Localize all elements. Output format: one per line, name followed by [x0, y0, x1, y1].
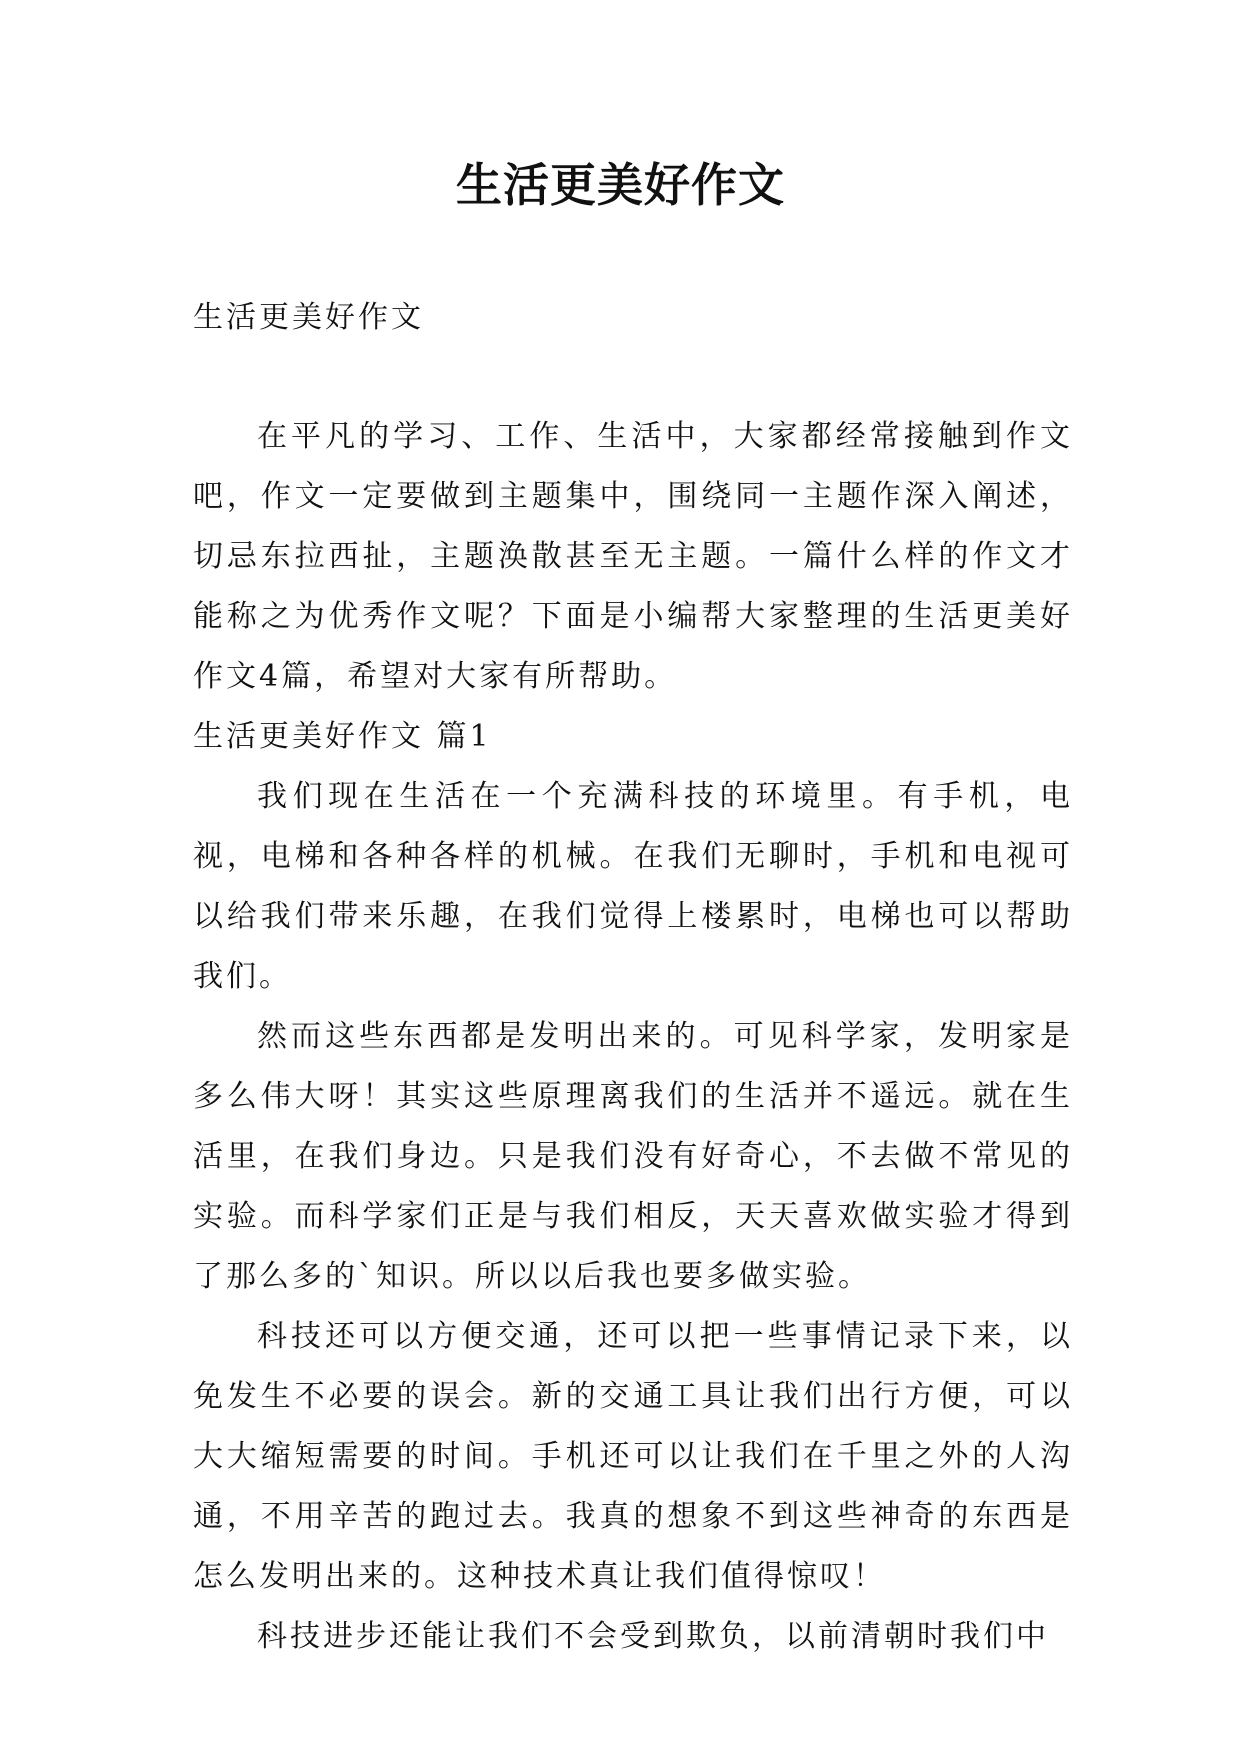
body-paragraph: 我们现在生活在一个充满科技的环境里。有手机，电视，电梯和各种各样的机械。在我们无聊时，手机和电视可以给我们带来乐趣，在我们觉得上楼累时，电梯也可以帮助我们。: [193, 779, 1073, 994]
body-paragraph: 科技进步还能让我们不会受到欺负，以前清朝时我们中: [257, 1619, 1049, 1654]
document-body: [193, 288, 1073, 1667]
document-title: 生活更美好作文: [456, 158, 785, 212]
document-subtitle: 生活更美好作文: [193, 300, 424, 335]
body-paragraph: 然而这些东西都是发明出来的。可见科学家，发明家是多么伟大呀！其实这些原理离我们的生活并不遥远。就在生活里，在我们身边。只是我们没有好奇心，不去做不常见的实验。而科学家们正是与我们相反，天天喜欢做实验才得到了那么多的`知识。所以以后我也要多做实验。: [193, 1019, 1073, 1294]
intro-paragraph: 在平凡的学习、工作、生活中，大家都经常接触到作文吧，作文一定要做到主题集中，围绕同一主题作深入阐述，切忌东拉西扯，主题涣散甚至无主题。一篇什么样的作文才能称之为优秀作文呢？下面是小编帮大家整理的生活更美好作文4篇，希望对大家有所帮助。: [193, 419, 1073, 694]
section-heading: 生活更美好作文 篇1: [193, 719, 492, 754]
body-paragraph: 科技还可以方便交通，还可以把一些事情记录下来，以免发生不必要的误会。新的交通工具让我们出行方便，可以大大缩短需要的时间。手机还可以让我们在千里之外的人沟通，不用辛苦的跑过去。我真的想象不到这些神奇的东西是怎么发明出来的。这种技术真让我们值得惊叹！: [193, 1319, 1073, 1594]
